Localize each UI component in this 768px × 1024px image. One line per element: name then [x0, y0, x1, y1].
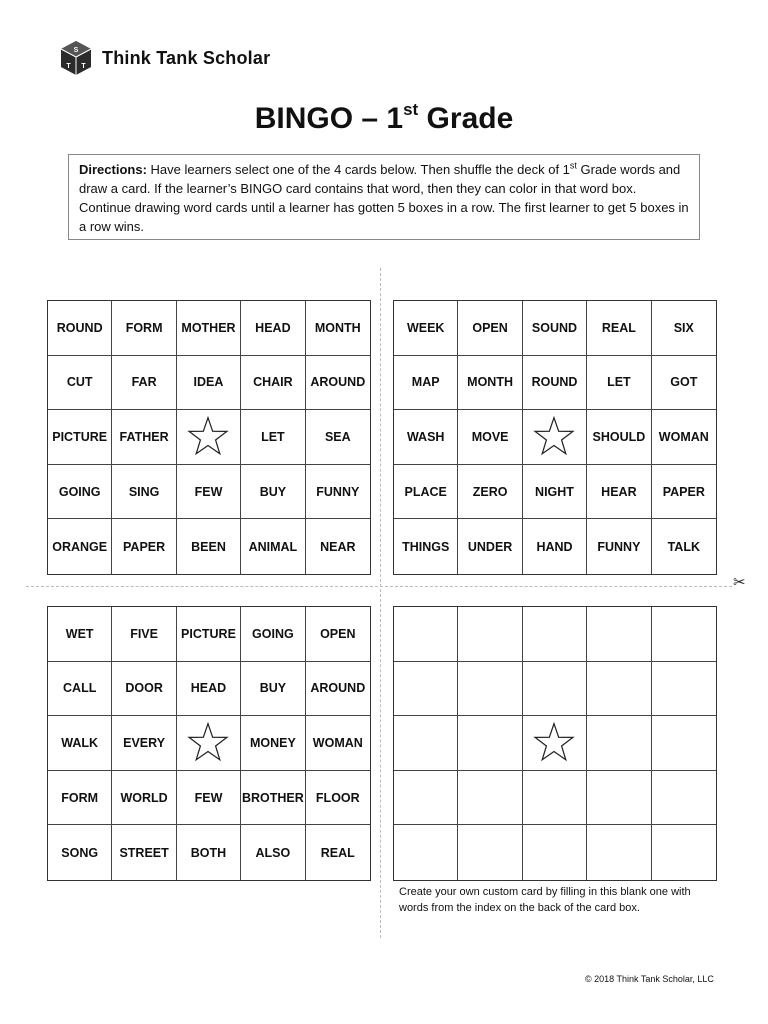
- bingo-cell: LET: [241, 410, 305, 465]
- bingo-card-1: [47, 300, 371, 575]
- bingo-cell: [652, 771, 716, 826]
- bingo-cell: MOVE: [458, 410, 522, 465]
- title-ordinal: st: [403, 100, 419, 119]
- bingo-cell: ALSO: [241, 825, 305, 880]
- free-space-cell: [523, 410, 587, 465]
- bingo-cell: SHOULD: [587, 410, 651, 465]
- bingo-cell: [523, 607, 587, 662]
- bingo-cell: OPEN: [458, 301, 522, 356]
- title-tail: Grade: [418, 102, 514, 135]
- bingo-cell: MONEY: [241, 716, 305, 771]
- bingo-cell: ZERO: [458, 465, 522, 520]
- bingo-cell: GOING: [241, 607, 305, 662]
- bingo-cell: IDEA: [177, 356, 241, 411]
- bingo-cell: WOMAN: [652, 410, 716, 465]
- page-title: [0, 102, 768, 136]
- bingo-cell: [523, 771, 587, 826]
- vertical-cut-line: [380, 268, 381, 938]
- bingo-cell: [652, 607, 716, 662]
- svg-text:S: S: [73, 47, 79, 54]
- bingo-cell: TALK: [667, 539, 700, 554]
- bingo-cell: DOOR: [112, 662, 176, 717]
- bingo-cell: [394, 716, 458, 771]
- bingo-cell: HEAD: [177, 662, 241, 717]
- bingo-cell: BUY: [241, 662, 305, 717]
- bingo-cell: FUNNY: [306, 465, 370, 520]
- bingo-cell: FLOOR: [306, 771, 370, 826]
- free-space-cell: [523, 716, 587, 771]
- bingo-cell: UNDER: [458, 519, 522, 574]
- scissors-icon: ✂: [733, 574, 746, 591]
- horizontal-cut-line: [26, 586, 732, 587]
- bingo-cell: FEW: [177, 771, 241, 826]
- bingo-cell: MONTH: [306, 301, 370, 356]
- bingo-card-3: [47, 606, 371, 881]
- bingo-cell: [587, 716, 651, 771]
- svg-text:T: T: [66, 63, 71, 70]
- bingo-cell: [394, 607, 458, 662]
- bingo-cell: BUY: [241, 465, 305, 520]
- bingo-cell: [458, 716, 522, 771]
- title-main: BINGO – 1: [254, 102, 404, 135]
- bingo-cell: AROUND: [306, 356, 370, 411]
- bingo-cell: PICTURE: [177, 607, 241, 662]
- bingo-cell: [587, 771, 651, 826]
- bingo-cell: [652, 662, 716, 717]
- free-space-cell: [177, 716, 241, 771]
- directions-box: [68, 154, 700, 240]
- bingo-cell: SONG: [48, 825, 112, 880]
- brand-logo: [60, 40, 270, 76]
- bingo-cell: [652, 825, 716, 880]
- bingo-cell: MAP: [394, 356, 458, 411]
- bingo-cell: OPEN: [306, 607, 370, 662]
- bingo-cell: EVERY: [112, 716, 176, 771]
- bingo-cell: FATHER: [112, 410, 176, 465]
- bingo-cell: ANIMAL: [241, 519, 305, 574]
- bingo-cell: ROUND: [48, 301, 112, 356]
- directions-text-b: Grade words and draw a card. If the learner’s BINGO card contains that word, then they can color in that word box. Continue drawing word cards until a learner has gotten 5 boxes in a row. The first learner to get 5 boxes in a row wins.: [79, 162, 689, 234]
- bingo-cell: MONTH: [458, 356, 522, 411]
- bingo-cell: HAND: [523, 519, 587, 574]
- bingo-cell: [587, 607, 651, 662]
- bingo-cell: GOING: [48, 465, 112, 520]
- bingo-cell: ROUND: [523, 356, 587, 411]
- bingo-card-2: [393, 300, 717, 575]
- bingo-cell: CALL: [48, 662, 112, 717]
- bingo-cell: [394, 825, 458, 880]
- bingo-cell: BOTH: [177, 825, 241, 880]
- bingo-cell: GOT: [652, 356, 716, 411]
- bingo-cell: REAL: [320, 845, 355, 860]
- bingo-cell: FAR: [112, 356, 176, 411]
- brand-name: Think Tank Scholar: [102, 47, 271, 68]
- bingo-cell: PLACE: [394, 465, 458, 520]
- bingo-cell: HEAR: [587, 465, 651, 520]
- bingo-cell: SING: [112, 465, 176, 520]
- bingo-cell: WOMAN: [306, 716, 370, 771]
- blank-card-note: Create your own custom card by filling in this blank one with words from the index on the back of the card box.: [399, 886, 691, 914]
- bingo-cell: BEEN: [177, 519, 241, 574]
- bingo-cell: [394, 771, 458, 826]
- bingo-cell: WALK: [48, 716, 112, 771]
- bingo-cell: [587, 662, 651, 717]
- bingo-cell: FEW: [177, 465, 241, 520]
- copyright: © 2018 Think Tank Scholar, LLC: [585, 974, 714, 984]
- star-icon: [532, 415, 576, 459]
- bingo-cell: [458, 662, 522, 717]
- bingo-cell: REAL: [587, 301, 651, 356]
- bingo-cell: CHAIR: [241, 356, 305, 411]
- bingo-cell: AROUND: [306, 662, 370, 717]
- star-icon: [532, 721, 576, 765]
- bingo-cell: FUNNY: [587, 519, 651, 574]
- directions-text-a: Have learners select one of the 4 cards below. Then shuffle the deck of 1: [146, 162, 570, 177]
- bingo-cell: [587, 825, 651, 880]
- directions-ordinal: st: [569, 160, 577, 171]
- bingo-cell: SEA: [306, 410, 370, 465]
- bingo-cell: WET: [48, 607, 112, 662]
- bingo-cell: LET: [587, 356, 651, 411]
- bingo-cell: ORANGE: [48, 519, 112, 574]
- bingo-cell: PICTURE: [48, 410, 112, 465]
- directions-label: Directions:: [79, 162, 147, 177]
- bingo-cell: [523, 825, 587, 880]
- cube-logo-icon: [60, 40, 92, 76]
- bingo-cell: PAPER: [652, 465, 716, 520]
- free-space-cell: [177, 410, 241, 465]
- bingo-cell: BROTHER: [241, 771, 305, 826]
- bingo-cell: WORLD: [112, 771, 176, 826]
- bingo-cell: CUT: [48, 356, 112, 411]
- bingo-cell: [458, 825, 522, 880]
- star-icon: [186, 415, 230, 459]
- bingo-cell: [523, 662, 587, 717]
- bingo-cell: NEAR: [320, 539, 356, 554]
- bingo-cell: HEAD: [241, 301, 305, 356]
- svg-text:T: T: [81, 63, 86, 70]
- bingo-cell: STREET: [112, 825, 176, 880]
- bingo-cell: [394, 662, 458, 717]
- bingo-cell: FORM: [48, 771, 112, 826]
- bingo-cell: [458, 771, 522, 826]
- bingo-cell: FIVE: [112, 607, 176, 662]
- bingo-cell: SIX: [652, 301, 716, 356]
- star-icon: [186, 721, 230, 765]
- bingo-cell: PAPER: [112, 519, 176, 574]
- bingo-cell: WEEK: [394, 301, 458, 356]
- bingo-cell: MOTHER: [177, 301, 241, 356]
- bingo-cell: SOUND: [523, 301, 587, 356]
- bingo-cell: WASH: [394, 410, 458, 465]
- bingo-cell: [652, 716, 716, 771]
- bingo-cell: NIGHT: [523, 465, 587, 520]
- bingo-cell: [458, 607, 522, 662]
- bingo-card-blank: [393, 606, 717, 881]
- bingo-cell: THINGS: [394, 519, 458, 574]
- bingo-cell: FORM: [112, 301, 176, 356]
